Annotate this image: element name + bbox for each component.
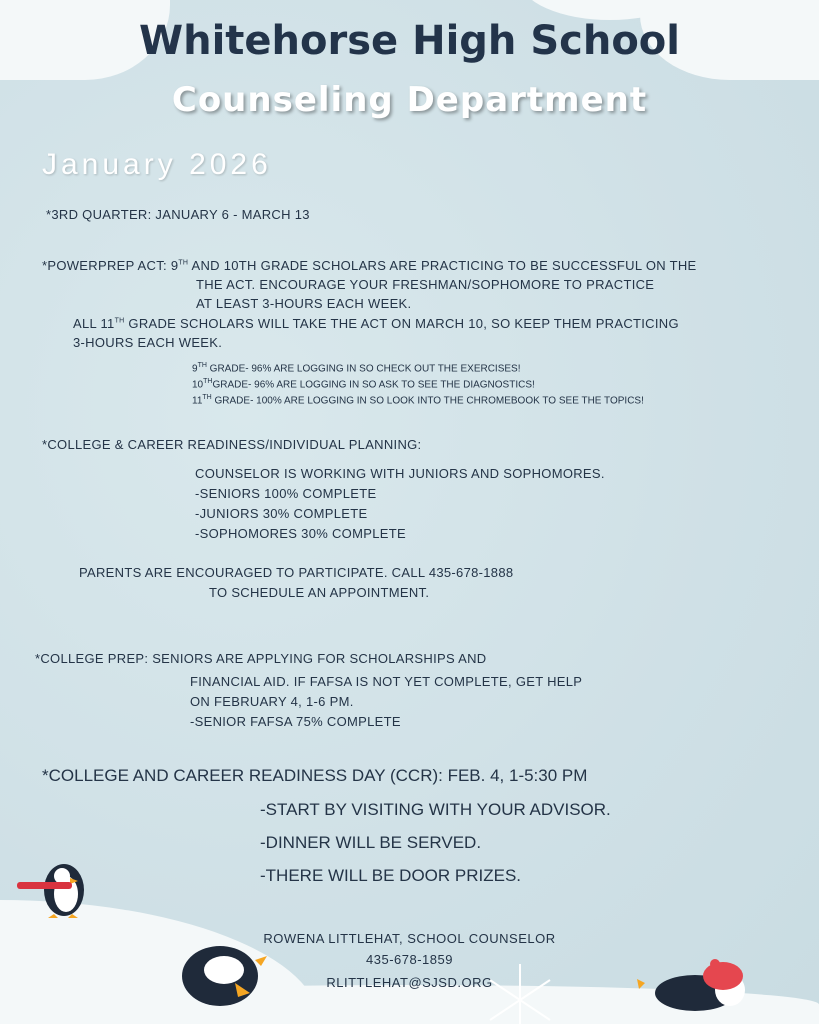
college-prep-line: FINANCIAL AID. IF FAFSA IS NOT YET COMPLETE, GET HELP bbox=[190, 674, 583, 689]
text: GRADE SCHOLARS WILL TAKE THE ACT ON MARCH 10, SO KEEP THEM PRACTICING bbox=[124, 316, 679, 331]
college-prep-line: -SENIOR FAFSA 75% COMPLETE bbox=[190, 714, 401, 729]
counselor-phone: 435-678-1859 bbox=[366, 952, 453, 967]
ccr-day-item: -THERE WILL BE DOOR PRIZES. bbox=[260, 866, 522, 885]
penguin-scarf-icon bbox=[12, 852, 92, 922]
text: 9 bbox=[192, 363, 198, 375]
text: ALL 11 bbox=[73, 316, 115, 331]
counselor-email: RLITTLEHAT@SJSD.ORG bbox=[326, 975, 493, 990]
school-title: Whitehorse High School bbox=[139, 18, 680, 64]
penguin-hat-icon bbox=[635, 958, 755, 1018]
grade-stat bbox=[192, 394, 644, 406]
text: GRADE- 100% ARE LOGGING IN SO LOOK INTO THE CHROMEBOOK TO SEE THE TOPICS! bbox=[211, 395, 644, 407]
ccr-planning-heading: *COLLEGE & CAREER READINESS/INDIVIDUAL PLANNING: bbox=[42, 437, 422, 452]
college-prep-line: *COLLEGE PREP: SENIORS ARE APPLYING FOR SCHOLARSHIPS AND bbox=[35, 651, 487, 666]
grade-stat bbox=[192, 378, 535, 390]
ccr-day-heading: *COLLEGE AND CAREER READINESS DAY (CCR): FEB. 4, 1-5:30 PM bbox=[42, 766, 588, 785]
snowflake-icon bbox=[480, 960, 560, 1024]
ccr-planning-line: -SOPHOMORES 30% COMPLETE bbox=[195, 526, 406, 541]
ccr-day-item: -DINNER WILL BE SERVED. bbox=[260, 833, 482, 852]
ccr-planning-line: COUNSELOR IS WORKING WITH JUNIORS AND SOPHOMORES. bbox=[195, 466, 605, 481]
text: GRADE- 96% ARE LOGGING IN SO ASK TO SEE THE DIAGNOSTICS! bbox=[212, 379, 535, 391]
superscript: TH bbox=[114, 317, 125, 325]
powerprep-line bbox=[42, 258, 697, 273]
powerprep-line: AT LEAST 3-HOURS EACH WEEK. bbox=[196, 296, 412, 311]
month-heading: January 2026 bbox=[42, 148, 272, 181]
text: *POWERPREP ACT: 9 bbox=[42, 258, 179, 273]
ccr-day-item: -START BY VISITING WITH YOUR ADVISOR. bbox=[260, 800, 611, 819]
parents-note: TO SCHEDULE AN APPOINTMENT. bbox=[209, 585, 430, 600]
powerprep-line bbox=[73, 316, 679, 331]
department-title: Counseling Department bbox=[171, 80, 648, 120]
text: AND 10TH GRADE SCHOLARS ARE PRACTICING TO BE SUCCESSFUL ON THE bbox=[188, 258, 697, 273]
college-prep-line: ON FEBRUARY 4, 1-6 PM. bbox=[190, 694, 354, 709]
text: GRADE- 96% ARE LOGGING IN SO CHECK OUT THE EXERCISES! bbox=[206, 363, 521, 375]
powerprep-line: 3-HOURS EACH WEEK. bbox=[73, 335, 223, 350]
superscript: TH bbox=[178, 259, 189, 267]
penguin-sliding-icon bbox=[180, 938, 275, 1013]
superscript: TH bbox=[202, 394, 212, 401]
text: 10 bbox=[192, 379, 204, 391]
powerprep-line: THE ACT. ENCOURAGE YOUR FRESHMAN/SOPHOMORE TO PRACTICE bbox=[196, 277, 655, 292]
quarter-dates: *3RD QUARTER: JANUARY 6 - MARCH 13 bbox=[46, 207, 310, 222]
text: 11 bbox=[192, 395, 203, 407]
counselor-name: ROWENA LITTLEHAT, SCHOOL COUNSELOR bbox=[263, 931, 556, 946]
superscript: TH bbox=[197, 362, 207, 369]
ccr-planning-line: -JUNIORS 30% COMPLETE bbox=[195, 506, 368, 521]
superscript: TH bbox=[203, 378, 213, 385]
parents-note: PARENTS ARE ENCOURAGED TO PARTICIPATE. CALL 435-678-1888 bbox=[79, 565, 514, 580]
ccr-planning-line: -SENIORS 100% COMPLETE bbox=[195, 486, 377, 501]
grade-stat bbox=[192, 362, 521, 374]
